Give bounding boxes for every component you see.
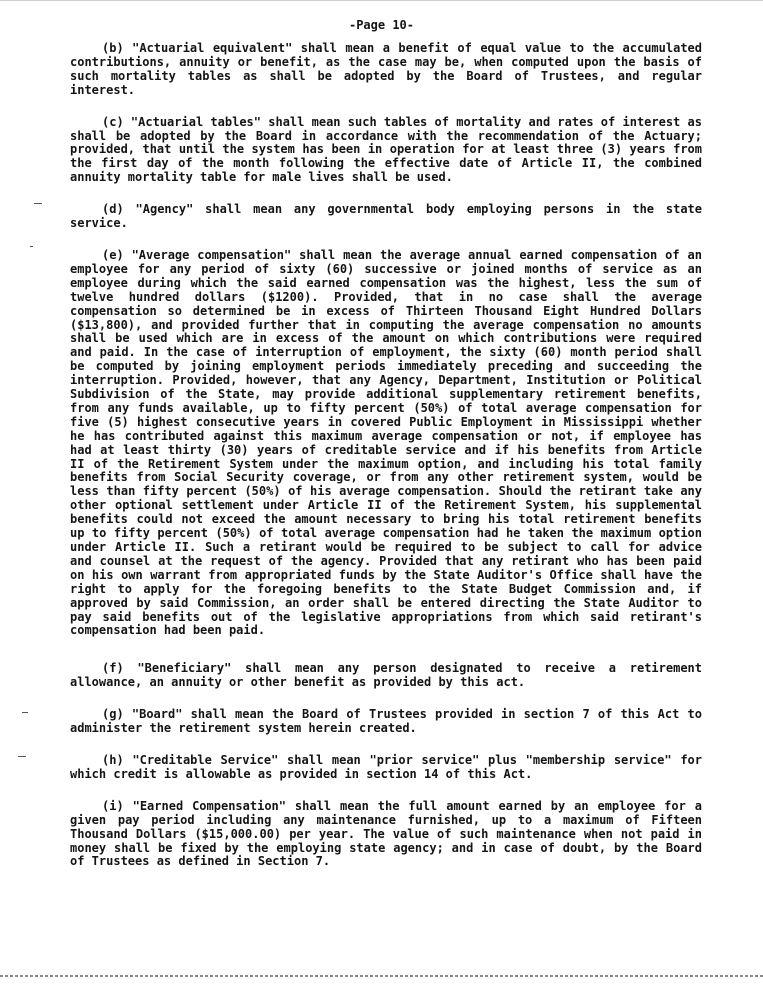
scan-top-edge [0,0,763,1]
page-number: -Page 10- [348,18,415,32]
definition-creditable-service: (h) "Creditable Service" shall mean "prior service" plus "membership service" for which credit is allowable as provided in section 14 of this Act. [70,752,702,781]
definition-agency: (d) "Agency" shall mean any governmental body employing persons in the state service. [70,202,702,231]
margin-mark [34,203,42,204]
margin-mark [22,712,28,713]
definition-actuarial-equivalent: (b) "Actuarial equivalent" shall mean a benefit of equal value to the accumulated contributions, annuity or benefit, as the case may be, when computed upon the basis of such mortality tables as shall be adopted by the Board of Trustees, and regular interest. [70,41,702,97]
document-body [70,42,702,887]
definition-board: (g) "Board" shall mean the Board of Trustees provided in section 7 of this Act to administer the retirement system herein created. [70,707,702,736]
definition-average-compensation: (e) "Average compensation" shall mean the average annual earned compensation of an employee for any period of sixty (60) successive or joined months of service as an employee during which the said earned compensation was the highest, less the sum of twelve hundred dollars ($1200). Provided, that in no case shall the average compensation so determined be in excess of Thirteen Thousand Eight Hundred Dollars ($13,800), and provided further that in computing the average compensation no amounts shall be used which are in excess of the amount on which contributions were required and paid. In the case of interruption of employment, the sixty (60) month period shall be computed by joining employment periods immediately preceding and succeeding the interruption. Provided, however, that any Agency, Department, Institution or Political Subdivision of the State, may provide additional supplementary retirement benefits, from any funds available, up to fifty percent (50%) of total average compensation for five (5) highest consecutive years in covered Public Employment in Mississippi whether he has contributed against this maximum average compensation or not, if employee has had at least thirty (30) years of creditable service and if his benefits from Article II of the Retirement System under the maximum option, and including his total family benefits from Social Security coverage, or from any other retirement system, would be less than fifty percent (50%) of his average compensation. Should the retirant take any other optional settlement under Article II of the Retirement System, his supplemental benefits could not exceed the amount necessary to bring his total retirement benefits up to fifty percent (50%) of total average compensation had he taken the maximum option under Article II. Such a retirant would be required to be subject to call for advice and counsel at the request of the agency. Provided that any retirant who has been paid on his own warrant from appropriated funds by the State Auditor's Office shall have the right to apply for the foregoing benefits to the State Budget Commission and, if approved by said Commission, an order shall be entered directing the State Auditor to pay said benefits out of the legislative appropriations from which said retirant's compensation had been paid. [70,247,702,638]
definition-beneficiary: (f) "Beneficiary" shall mean any person designated to receive a retirement allowance, an annuity or other benefit as provided by this act. [70,661,702,690]
definition-actuarial-tables: (c) "Actuarial tables" shall mean such tables of mortality and rates of interest as shall be adopted by the Board in accordance with the recommendation of the Actuary; provided, that until the system has been in operation for at least three (3) years from the first day of the month following the effective date of Article II, the combined annuity mortality table for male lives shall be used. [70,114,702,185]
margin-mark [30,246,33,247]
definition-earned-compensation: (i) "Earned Compensation" shall mean the full amount earned by an employee for a given pay period including any maintenance furnished, up to a maximum of Fifteen Thousand Dollars ($15,000.00) per year. The value of such maintenance when not paid in money shall be fixed by the employing state agency; and in case of doubt, by the Board of Trustees as defined in Section 7. [70,798,702,869]
scan-bottom-edge [0,975,763,977]
margin-mark [18,756,26,757]
